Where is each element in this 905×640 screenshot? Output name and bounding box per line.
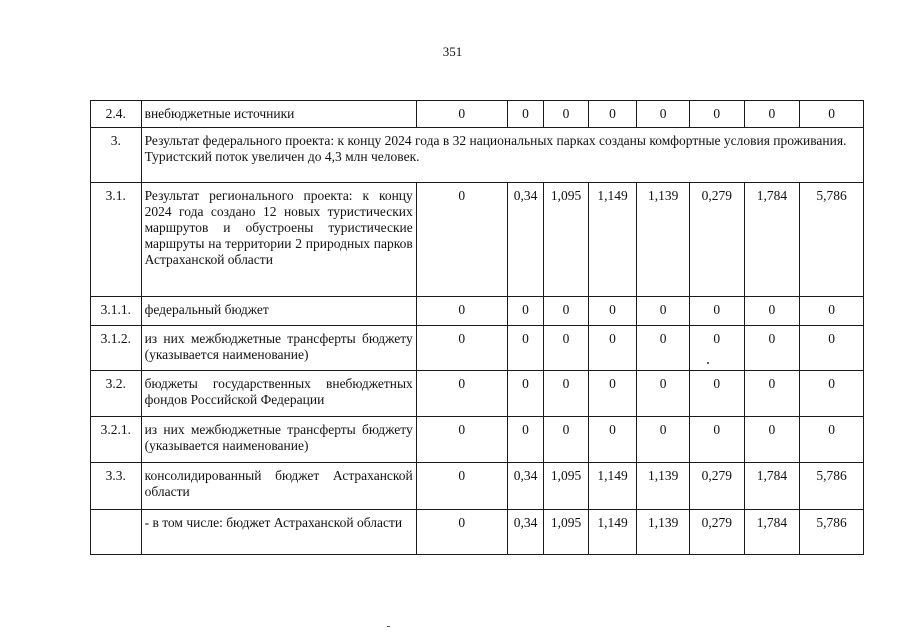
value-cell: 0	[637, 101, 690, 128]
value-cell: 1,784	[744, 463, 800, 510]
value-cell: 0	[800, 371, 864, 417]
value-cell: 0	[689, 371, 744, 417]
value-cell: 0	[800, 297, 864, 326]
federal-project-result: Результат федерального проекта: к концу 2024 года в 32 национальных парках созданы комфортные условия проживания. Туристский поток увеличен до 4,3 млн человек.	[141, 128, 863, 183]
value-cell: 0	[416, 417, 507, 463]
value-cell: 1,149	[588, 183, 637, 297]
value-cell: 0,34	[507, 183, 543, 297]
table-row	[91, 297, 864, 326]
row-description: бюджеты государственных внебюджетных фондов Российской Федерации	[141, 371, 416, 417]
row-number: 2.4.	[91, 101, 142, 128]
table-row	[91, 326, 864, 371]
value-cell: 0	[416, 297, 507, 326]
row-description: консолидированный бюджет Астраханской области	[141, 463, 416, 510]
value-cell: 0	[416, 371, 507, 417]
table-row	[91, 463, 864, 510]
table-row	[91, 417, 864, 463]
row-description: из них межбюджетные трансферты бюджету (указывается наименование)	[141, 417, 416, 463]
value-cell: 0	[588, 297, 637, 326]
budget-table	[90, 100, 864, 555]
row-description: федеральный бюджет	[141, 297, 416, 326]
value-cell: 5,786	[800, 183, 864, 297]
value-cell: 1,784	[744, 183, 800, 297]
value-cell: 1,095	[544, 510, 589, 555]
value-cell: 0	[637, 371, 690, 417]
table-row	[91, 510, 864, 555]
table-row	[91, 101, 864, 128]
value-cell: 1,139	[637, 463, 690, 510]
value-cell: 0	[744, 297, 800, 326]
value-cell: 0	[744, 371, 800, 417]
value-cell: 1,095	[544, 183, 589, 297]
value-cell: 0	[544, 417, 589, 463]
table-row	[91, 183, 864, 297]
value-cell: 0,279	[689, 463, 744, 510]
value-cell: 0	[544, 326, 589, 371]
value-cell: 0	[689, 326, 744, 371]
value-cell: 0,34	[507, 463, 543, 510]
scan-speck	[387, 626, 390, 627]
value-cell: 0,34	[507, 510, 543, 555]
value-cell: 0	[744, 417, 800, 463]
page-number: 351	[442, 44, 463, 59]
value-cell: 0	[800, 326, 864, 371]
value-cell: 0	[544, 101, 589, 128]
value-cell: 0	[416, 183, 507, 297]
value-cell: 0	[744, 101, 800, 128]
value-cell: 0	[637, 417, 690, 463]
value-cell: 0	[637, 297, 690, 326]
value-cell: 0	[416, 101, 507, 128]
value-cell: 1,149	[588, 463, 637, 510]
value-cell: 0	[507, 297, 543, 326]
value-cell: 0	[689, 101, 744, 128]
value-cell: 0	[544, 297, 589, 326]
row-description: из них межбюджетные трансферты бюджету (указывается наименование)	[141, 326, 416, 371]
value-cell: 0	[507, 417, 543, 463]
table-row	[91, 128, 864, 183]
value-cell: 0	[507, 371, 543, 417]
value-cell: 0	[800, 101, 864, 128]
value-cell: 0	[416, 510, 507, 555]
value-cell: 0	[588, 417, 637, 463]
value-cell: 1,149	[588, 510, 637, 555]
value-cell: 0	[588, 326, 637, 371]
row-number: 3.1.1.	[91, 297, 142, 326]
row-number	[91, 510, 142, 555]
value-cell: 1,139	[637, 183, 690, 297]
value-cell: 1,139	[637, 510, 690, 555]
value-cell: 1,095	[544, 463, 589, 510]
value-cell: 0	[588, 101, 637, 128]
value-cell: 0	[800, 417, 864, 463]
value-cell: 1,784	[744, 510, 800, 555]
value-cell: 0,279	[689, 183, 744, 297]
row-number: 3.1.2.	[91, 326, 142, 371]
value-cell: 0	[507, 326, 543, 371]
row-number: 3.2.1.	[91, 417, 142, 463]
value-cell: 0	[689, 297, 744, 326]
value-cell: 5,786	[800, 463, 864, 510]
scan-speck	[707, 362, 709, 364]
row-number: 3.3.	[91, 463, 142, 510]
value-cell: 0	[588, 371, 637, 417]
value-cell: 0	[689, 417, 744, 463]
row-description: Результат регионального проекта: к концу 2024 года создано 12 новых туристических маршрутов и обустроены туристические маршруты на территории 2 природных парков Астраханской области	[141, 183, 416, 297]
value-cell: 5,786	[800, 510, 864, 555]
value-cell: 0,279	[689, 510, 744, 555]
value-cell: 0	[416, 463, 507, 510]
row-description: - в том числе: бюджет Астраханской области	[141, 510, 416, 555]
table-row	[91, 371, 864, 417]
value-cell: 0	[507, 101, 543, 128]
row-number: 3.1.	[91, 183, 142, 297]
value-cell: 0	[416, 326, 507, 371]
row-number: 3.	[91, 128, 142, 183]
value-cell: 0	[744, 326, 800, 371]
value-cell: 0	[544, 371, 589, 417]
row-number: 3.2.	[91, 371, 142, 417]
row-description: внебюджетные источники	[141, 101, 416, 128]
value-cell: 0	[637, 326, 690, 371]
